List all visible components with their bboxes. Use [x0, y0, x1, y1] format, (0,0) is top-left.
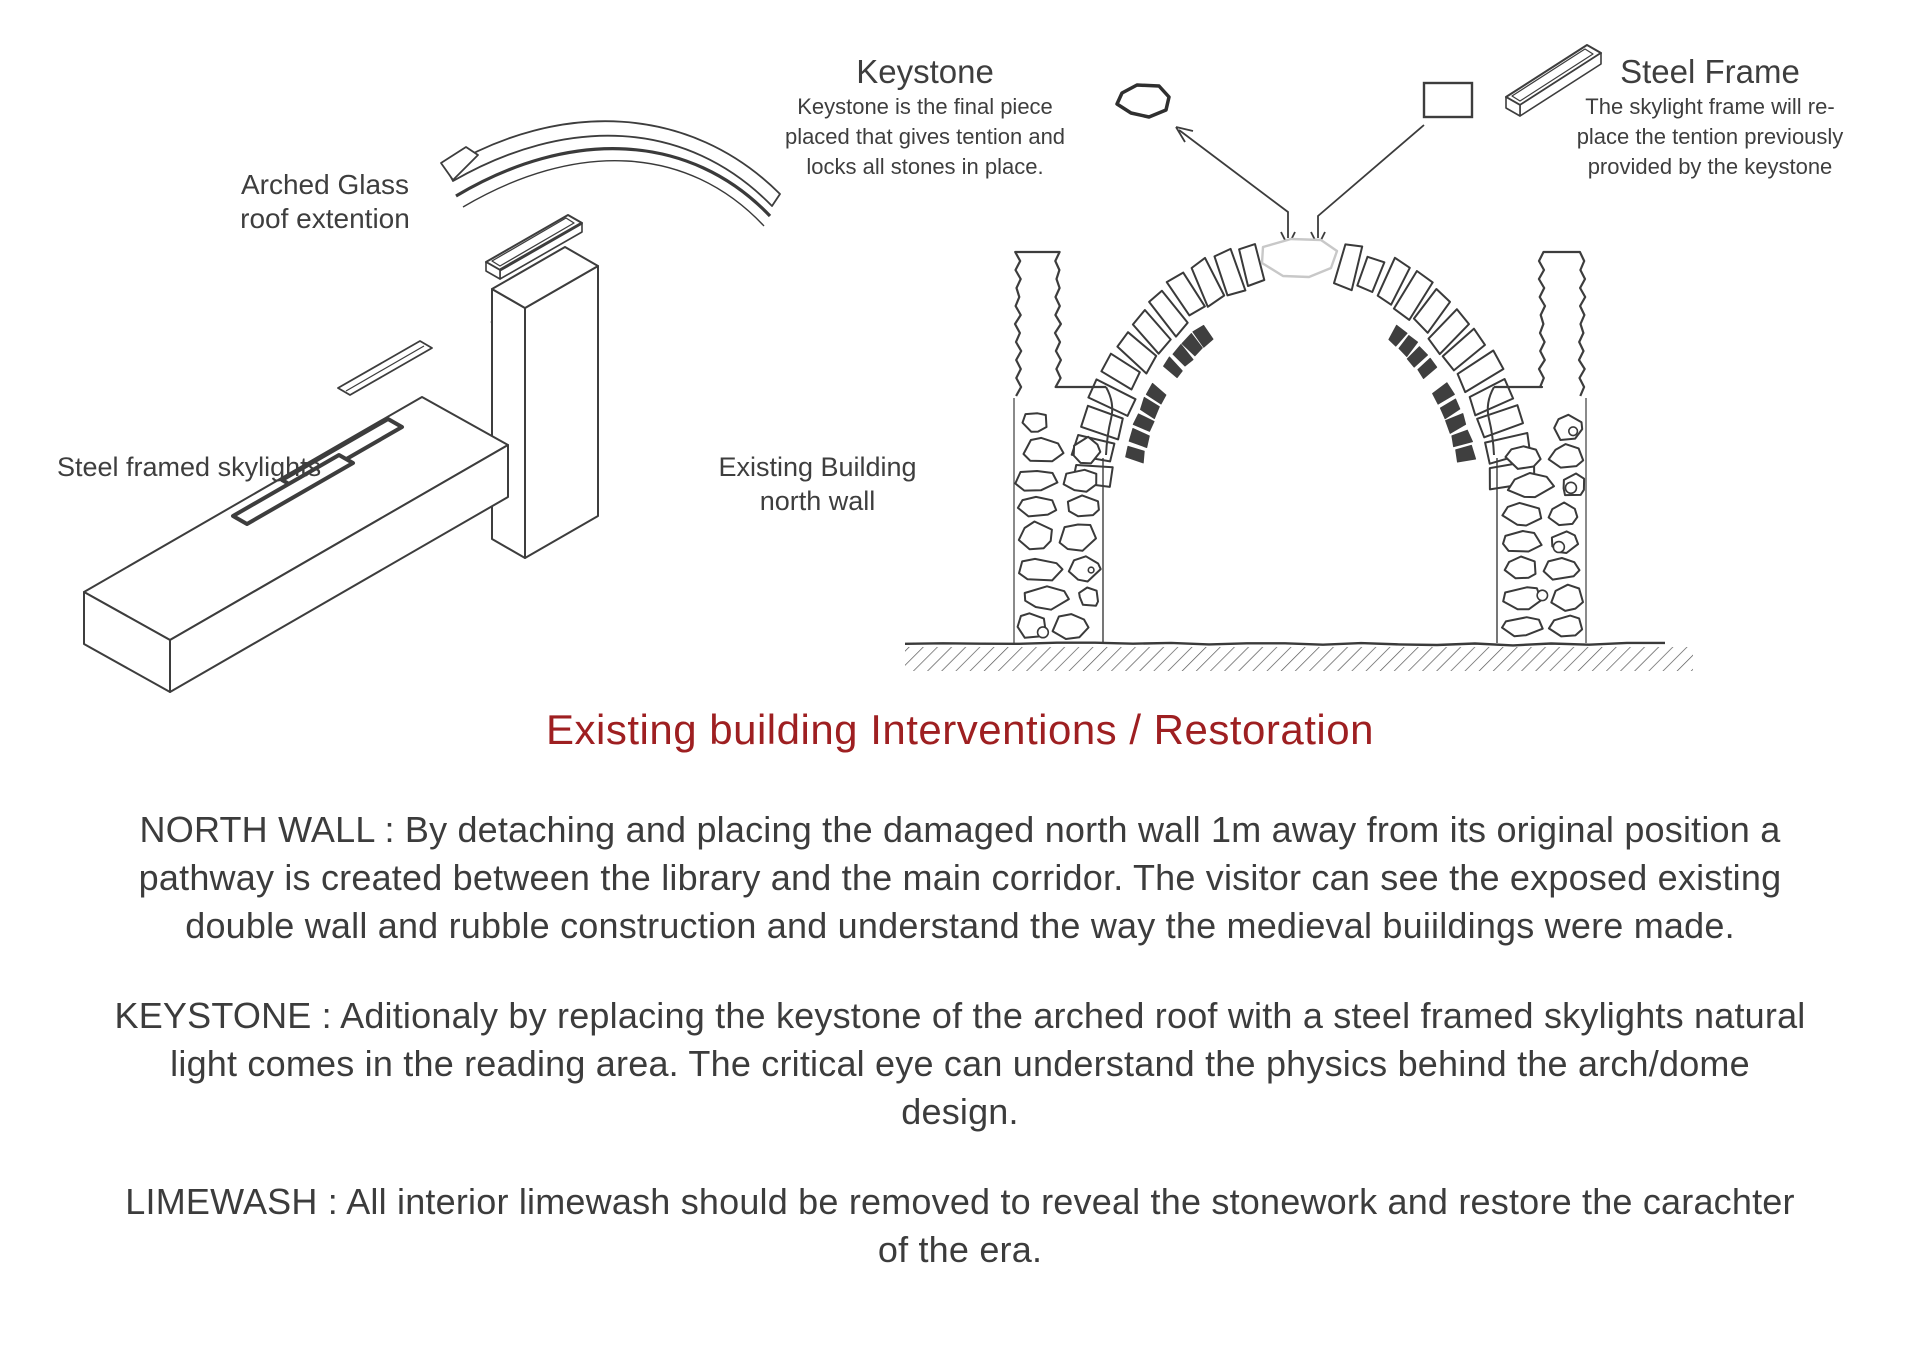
paragraph-limewash [0, 1178, 1920, 1274]
label-line: Arched Glass [240, 169, 410, 200]
paragraph-line: design. [901, 1091, 1019, 1132]
keystone-arrow [1176, 127, 1295, 246]
keystone-note-line: locks all stones in place. [806, 154, 1044, 179]
keystone-note [740, 52, 1110, 182]
label-arched-glass-roof [180, 168, 470, 236]
skylight-box-drawing [84, 397, 508, 692]
paragraph-line: double wall and rubble construction and understand the way the medieval buiildings were made. [185, 905, 1735, 946]
steel-frame-arrow [1311, 125, 1424, 246]
label-existing-building-north-wall [705, 450, 930, 518]
ghost-keystone [1262, 239, 1337, 277]
paragraph-line: LIMEWASH : All interior limewash should be removed to reveal the stonework and restore the carachter [125, 1181, 1795, 1222]
label-line: roof extention [240, 203, 410, 234]
keystone-note-title: Keystone [856, 53, 994, 90]
steel-frame-note-title: Steel Frame [1620, 53, 1800, 90]
steel-frame-note-line: provided by the keystone [1587, 154, 1833, 179]
arch-elevation-drawing [905, 244, 1665, 645]
north-wall-slab-drawing [492, 247, 598, 558]
paragraph-line: pathway is created between the library and the main corridor. The visitor can see the exposed existing [138, 857, 1782, 898]
steel-frame-plan-symbol [1424, 83, 1472, 117]
paragraph-keystone [0, 992, 1920, 1136]
paragraph-line: of the era. [877, 1229, 1043, 1270]
steel-frame-note [1560, 52, 1860, 182]
steel-frame-note-line: place the tention previously [1576, 124, 1844, 149]
keystone-note-line: Keystone is the final piece [797, 94, 1053, 119]
keystone-symbol [1117, 85, 1169, 117]
steel-frame-note-line: The skylight frame will re- [1585, 94, 1835, 119]
paragraph-line: KEYSTONE : Aditionaly by replacing the keystone of the arched roof with a steel framed skylights natural [114, 995, 1806, 1036]
arched-glass-roof-drawing [441, 121, 780, 226]
section-title: Existing building Interventions / Restoration [546, 706, 1374, 753]
label-line: Existing Building [718, 452, 917, 482]
paragraph-line: light comes in the reading area. The critical eye can understand the physics behind the arch/dome [170, 1043, 1750, 1084]
keystone-note-line: placed that gives tention and [784, 124, 1066, 149]
paragraph-north-wall [0, 806, 1920, 950]
label-steel-framed-skylights: Steel framed skylights [57, 452, 322, 482]
label-line: north wall [759, 486, 876, 516]
ground-hatch [905, 647, 1693, 671]
floating-skylight-frame-drawing [338, 341, 432, 395]
paragraph-line: NORTH WALL : By detaching and placing the damaged north wall 1m away from its original position a [139, 809, 1781, 850]
